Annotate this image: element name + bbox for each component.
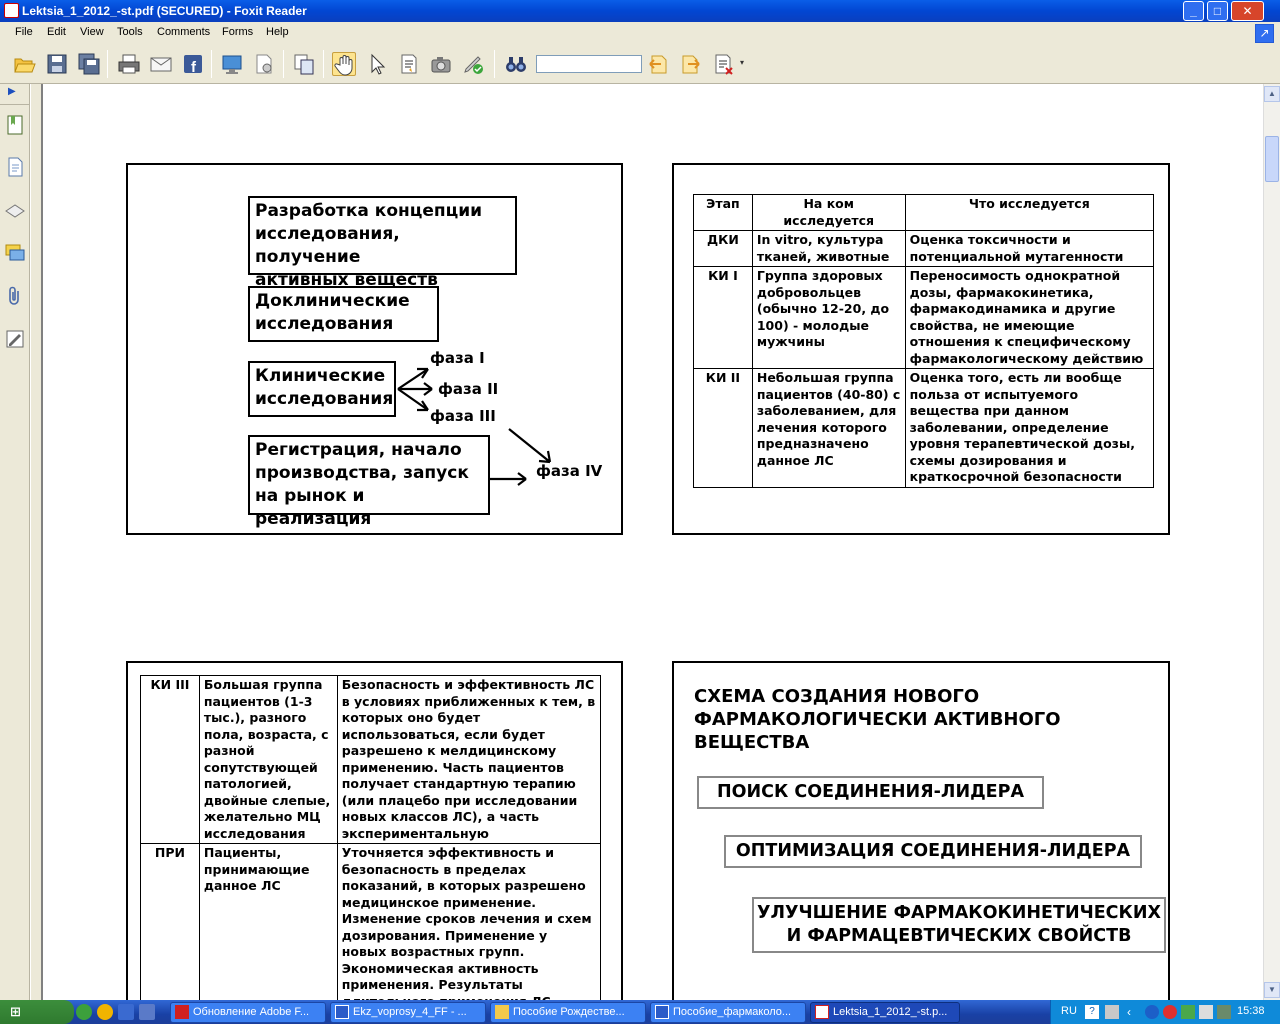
- word-icon: [655, 1005, 669, 1019]
- scheme-title-line1: СХЕМА СОЗДАНИЯ НОВОГО: [694, 686, 980, 707]
- box3-line2: исследования: [255, 389, 394, 409]
- slide-drug-creation-scheme: [672, 661, 1170, 1021]
- header-who: На ком исследуется: [752, 195, 905, 231]
- box2-line1: Доклинические: [255, 291, 410, 311]
- task-label: Обновление Adobe F...: [193, 1006, 310, 1018]
- volume-icon[interactable]: [1199, 1005, 1213, 1019]
- table-row: [694, 369, 1154, 488]
- save-icon[interactable]: [45, 52, 69, 76]
- attachments-icon[interactable]: [4, 285, 26, 307]
- cell-stage: КИ III: [141, 676, 200, 844]
- phase-2-label: фаза II: [438, 380, 499, 398]
- cell-stage: ПРИ: [141, 844, 200, 1012]
- pen-sign-icon[interactable]: [461, 52, 485, 76]
- minimize-button[interactable]: _: [1183, 1, 1204, 21]
- system-tray: [1050, 1000, 1280, 1024]
- menu-file[interactable]: File: [15, 26, 33, 38]
- typewriter-icon[interactable]: [712, 52, 736, 76]
- select-text-icon[interactable]: [397, 52, 421, 76]
- menu-forms[interactable]: Forms: [222, 26, 254, 38]
- avast-icon[interactable]: [97, 1004, 113, 1020]
- cell-who: In vitro, культура тканей, животные: [752, 231, 905, 267]
- bluetooth-icon[interactable]: [1145, 1005, 1159, 1019]
- cell-who: Большая группа пациентов (1-3 тыс.), разного пола, возраста, с разной сопутствующей патологией, двойные слепые, желательно МЦ исследования: [199, 676, 337, 844]
- cell-what: Безопасность и эффективность ЛС в условиях приближенных к тем, в которых оно будет использоваться, если будет разрешено к мелдицинскому применению. Часть пациентов получает стандартную терапию (или плацебо при исследовании новых классов ЛС), а часть экспериментальную: [337, 676, 600, 844]
- menu-help[interactable]: Help: [266, 26, 289, 38]
- help-icon[interactable]: ?: [1085, 1005, 1099, 1019]
- vertical-scrollbar[interactable]: [1263, 84, 1280, 1000]
- layers-icon[interactable]: [4, 199, 26, 221]
- header-stage: Этап: [694, 195, 753, 231]
- restore-document-icon[interactable]: ↗: [1255, 24, 1274, 43]
- properties-improvement-box: [752, 897, 1166, 953]
- svg-text:f: f: [191, 59, 196, 76]
- phase-3-label: фаза III: [430, 407, 496, 425]
- cell-who: Группа здоровых добровольцев (обычно 12-20, до 100) - молодые мужчины: [752, 267, 905, 369]
- scheme-title-line3: ВЕЩЕСТВА: [694, 732, 810, 753]
- table-row: [694, 267, 1154, 369]
- lead-search-box: ПОИСК СОЕДИНЕНИЯ-ЛИДЕРА: [697, 776, 1044, 809]
- scroll-thumb[interactable]: [1265, 136, 1279, 182]
- task-posobie-folder[interactable]: [490, 1002, 646, 1023]
- menu-comments[interactable]: Comments: [157, 26, 211, 38]
- network-icon[interactable]: [1181, 1005, 1195, 1019]
- cell-stage: КИ I: [694, 267, 753, 369]
- stages-table-top: [693, 194, 1154, 488]
- keyboard-icon[interactable]: [1105, 1005, 1119, 1019]
- language-indicator[interactable]: RU: [1061, 1005, 1077, 1017]
- task-label: Пособие_фармаколо...: [673, 1006, 792, 1018]
- cell-stage: КИ II: [694, 369, 753, 488]
- snapshot-pages-icon[interactable]: [292, 52, 316, 76]
- phase-4-label: фаза IV: [536, 462, 603, 480]
- bookmarks-icon[interactable]: [4, 114, 26, 136]
- scheme-title: [694, 685, 1061, 754]
- cell-what: Переносимость однократной дозы, фармакокинетика, фармакодинамика и другие свойства, не имеющие отношения к специфическому фармакологическому действию: [905, 267, 1153, 369]
- header-what: Что исследуется: [905, 195, 1153, 231]
- find-binoculars-icon[interactable]: [504, 52, 528, 76]
- open-icon[interactable]: [12, 52, 36, 76]
- word-icon: [335, 1005, 349, 1019]
- folder-icon: [495, 1005, 509, 1019]
- find-next-icon[interactable]: [679, 52, 703, 76]
- scroll-down-icon[interactable]: ▼: [1264, 982, 1280, 998]
- task-label: Ekz_voprosy_4_FF - ...: [353, 1006, 467, 1018]
- typewriter-dropdown-icon[interactable]: ▾: [740, 58, 745, 67]
- step3-line1: УЛУЧШЕНИЕ ФАРМАКОКИНЕТИЧЕСКИХ: [757, 903, 1161, 923]
- app-quicklaunch-icon[interactable]: [139, 1004, 155, 1020]
- antivirus-icon[interactable]: [1163, 1005, 1177, 1019]
- facebook-icon[interactable]: [181, 52, 205, 76]
- stages-table-bottom: [140, 675, 601, 1012]
- hand-icon[interactable]: [332, 52, 356, 76]
- menu-tools[interactable]: Tools: [117, 26, 143, 38]
- pages-icon[interactable]: [4, 156, 26, 178]
- search-input[interactable]: [536, 55, 642, 73]
- phase-arrows: [128, 165, 625, 537]
- show-desktop-icon[interactable]: [118, 1004, 134, 1020]
- task-foxit-active[interactable]: [810, 1002, 960, 1023]
- foxit-app-icon[interactable]: [4, 3, 19, 18]
- box1-line1: Разработка концепции: [255, 201, 483, 221]
- task-ekz-voprosy[interactable]: [330, 1002, 486, 1023]
- lead-optimization-box: ОПТИМИЗАЦИЯ СОЕДИНЕНИЯ-ЛИДЕРА: [724, 835, 1142, 868]
- slide-stages-table-2: [126, 661, 623, 1021]
- fullscreen-icon[interactable]: [220, 52, 244, 76]
- close-button[interactable]: ✕: [1231, 1, 1264, 21]
- table-header-row: [694, 195, 1154, 231]
- start-button[interactable]: ⊞: [0, 1000, 74, 1024]
- scroll-up-icon[interactable]: ▲: [1264, 86, 1280, 102]
- clock: 15:38: [1237, 1005, 1265, 1017]
- signatures-icon[interactable]: [4, 328, 26, 350]
- slide-stages-table-1: [672, 163, 1170, 535]
- show-hidden-icons-icon[interactable]: ‹: [1127, 1005, 1131, 1019]
- box3-line1: Клинические: [255, 366, 386, 386]
- box1-line2: исследования, получение: [255, 224, 400, 267]
- title-bar: [0, 0, 1280, 22]
- taskbar: [0, 1000, 1280, 1024]
- table-row: [141, 676, 601, 844]
- phase-1-label: фаза I: [430, 349, 485, 367]
- cell-what: Оценка того, есть ли вообще польза от испытуемого вещества при данном заболевании, определение уровня терапевтической дозы, схемы дозирования и краткосрочной безопасности: [905, 369, 1153, 488]
- foxit-icon: [815, 1005, 829, 1019]
- cell-what: Оценка токсичности и потенциальной мутагенности: [905, 231, 1153, 267]
- cell-what: Уточняется эффективность и безопасность в пределах показаний, в которых разрешено медицинское применение. Изменение сроков лечения и схем дозирования. Применение у новых возрастных групп. Экономическая активность применения. Результаты: [337, 844, 600, 1012]
- task-posobie-word[interactable]: [650, 1002, 806, 1023]
- box2-line2: исследования: [255, 314, 394, 334]
- document-properties-icon[interactable]: [252, 52, 276, 76]
- maximize-button[interactable]: □: [1207, 1, 1228, 21]
- box1-line3: активных веществ: [255, 270, 438, 290]
- step3-line2: И ФАРМАЦЕВТИЧЕСКИХ СВОЙСТВ: [786, 926, 1132, 946]
- expand-panel-icon[interactable]: ▶: [8, 86, 16, 97]
- menu-bar: [0, 22, 1280, 44]
- menu-view[interactable]: View: [80, 26, 104, 38]
- email-icon[interactable]: [149, 52, 173, 76]
- safely-remove-icon[interactable]: [1217, 1005, 1231, 1019]
- table-row: [694, 231, 1154, 267]
- cell-who: Небольшая группа пациентов (40-80) с заболеванием, для лечения которого предназначено данное ЛС: [752, 369, 905, 488]
- box4-line1: Регистрация, начало: [255, 440, 462, 460]
- window-title: Lektsia_1_2012_-st.pdf (SECURED) - Foxit Reader: [22, 4, 307, 18]
- task-label: Пособие Рождестве...: [513, 1006, 625, 1018]
- find-prev-icon[interactable]: [646, 52, 670, 76]
- comments-icon[interactable]: [4, 242, 26, 264]
- navigation-panel: [0, 84, 30, 1000]
- task-adobe-update[interactable]: [170, 1002, 326, 1023]
- camera-icon[interactable]: [429, 52, 453, 76]
- task-label: Lektsia_1_2012_-st.p...: [833, 1006, 948, 1018]
- box4-line2: производства, запуск: [255, 463, 469, 483]
- scheme-title-line2: ФАРМАКОЛОГИЧЕСКИ АКТИВНОГО: [694, 709, 1061, 730]
- slide-development-stages: [126, 163, 623, 535]
- menu-edit[interactable]: Edit: [47, 26, 66, 38]
- print-icon[interactable]: [117, 52, 141, 76]
- cell-stage: ДКИ: [694, 231, 753, 267]
- utorrent-icon[interactable]: [76, 1004, 92, 1020]
- cell-who: Пациенты, принимающие данное ЛС: [199, 844, 337, 1012]
- adobe-icon: [175, 1005, 189, 1019]
- save-all-icon[interactable]: [77, 52, 101, 76]
- box4-line3: на рынок и реализация: [255, 486, 372, 529]
- table-row: [141, 844, 601, 1012]
- select-arrow-icon[interactable]: [365, 52, 389, 76]
- document-viewer[interactable]: [31, 84, 1263, 1000]
